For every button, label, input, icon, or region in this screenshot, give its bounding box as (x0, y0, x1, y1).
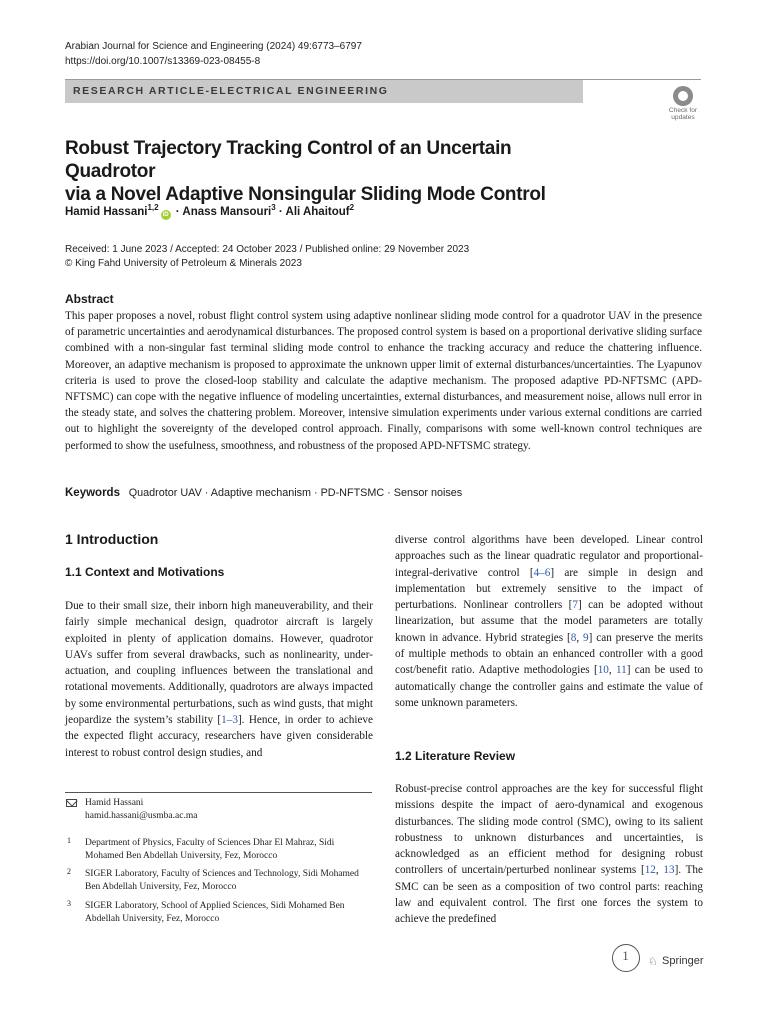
publication-dates (65, 243, 469, 270)
copyright-line: © King Fahd University of Petroleum & Minerals 2023 (65, 257, 302, 269)
citation-link[interactable]: 12 (644, 864, 656, 877)
author-name[interactable]: Anass Mansouri (182, 205, 272, 218)
citation-link[interactable]: 13 (663, 864, 675, 877)
category-label: RESEARCH ARTICLE-ELECTRICAL ENGINEERING (73, 85, 389, 97)
literature-paragraph: Robust-precise control approaches are the key for successful flight missions despite the impact of aero-dynamical and exogenous disturbances. The sliding mode control (SMC), owing to its salient robustness to unknown disturbances and uncertainties, is acknowledged as an efficient method for designing robust controllers of uncertain/perturbed nonlinear systems [12, 13]. The SMC can be seen as a composition of two control parts: reaching law and equivalent control. The first one forces the system to achieve the predefined (395, 783, 703, 926)
affiliation-number: 3 (67, 899, 71, 908)
affiliation-2: SIGER Laboratory, Faculty of Sciences and Technology, Sidi Mohamed Ben Abdellah University, Fez, Morocco (85, 869, 359, 892)
author-separator: · (278, 205, 283, 218)
affiliation-number: 1 (67, 836, 71, 845)
corresponding-author (85, 797, 197, 823)
category-banner (65, 79, 583, 103)
author-affiliation: 1,2 (147, 203, 159, 212)
citation-link[interactable]: 8 (570, 631, 577, 644)
title-line-1: Robust Trajectory Tracking Control of an Uncertain Quadrotor (65, 138, 512, 182)
springer-seal-icon (612, 944, 640, 972)
citation-link[interactable]: 9 (583, 631, 589, 644)
affiliation-number: 2 (67, 867, 71, 876)
citation-link[interactable]: 10 (597, 664, 609, 677)
keywords-list: Quadrotor UAV · Adaptive mechanism · PD-NFTSMC · Sensor noises (128, 487, 463, 499)
section-heading-introduction: 1 Introduction (65, 531, 159, 547)
abstract-heading: Abstract (65, 292, 114, 306)
author-name[interactable]: Ali Ahaitouf (285, 205, 350, 218)
author-affiliation: 2 (349, 203, 355, 212)
orcid-icon[interactable]: iD (162, 211, 169, 218)
keywords (65, 487, 462, 499)
paper-title (65, 137, 605, 206)
keywords-heading: Keywords (65, 487, 120, 499)
title-line-2: via a Novel Adaptive Nonsingular Sliding Mode Control (65, 184, 546, 205)
contact-email[interactable]: hamid.hassani@usmba.ac.ma (85, 811, 198, 821)
contact-name: Hamid Hassani (85, 798, 144, 808)
journal-header (65, 40, 362, 69)
header-rule (583, 79, 701, 80)
citation-link[interactable]: 1–3 (221, 714, 238, 727)
citation-link[interactable]: 7 (572, 599, 578, 612)
journal-citation: Arabian Journal for Science and Engineering (2024) 49:6773–6797 (65, 41, 362, 52)
publisher-name: Springer (662, 955, 704, 967)
doi-link[interactable]: https://doi.org/10.1007/s13369-023-08455-8 (65, 55, 261, 67)
footnote-rule (65, 792, 372, 793)
author-affiliation: 3 (271, 203, 276, 212)
citation-link[interactable]: 11 (615, 664, 627, 677)
envelope-icon (66, 799, 77, 807)
abstract-text: This paper proposes a novel, robust flight control system using adaptive nonlinear sliding mode control for a quadrotor UAV in the presence of parametric uncertainties and aerodynamical disturbances. The proposed control system is based on a proportional derivative sliding surface combined with a non-singular fast terminal sliding mode control to enhance the tracking accuracy and reduce the chattering influence. Moreover, an adaptive mechanism is proposed to approximate the unknown upper limit of external disturbances/uncertainties. The Lyapunov criteria is used to prove the closed-loop stability and calculate the adaptive mechanism. The proposed adaptive PD-NFTSMC (APD-NFTSMC) can cope with the negative influence of modeling uncertainties, external disturbances, and measurement noise, allows null error in the steady state, and solves the chattering problem. Moreover, intensive simulation experiments under various external conditions are carried out to highlight the sovereignty of the developed control approach. Finally, comparisons with some well-known control techniques are performed to show the usefulness, smoothness, and robustness of the proposed APD-NFTSMC strategy. (65, 310, 702, 452)
check-updates-line1: Check for (668, 107, 698, 114)
check-updates-line2: updates (671, 114, 695, 121)
intro-paragraph: Due to their small size, their inborn high maneuverability, and their fairly simple mechanical design, quadrotor aircraft is largely exploited in plenty of application domains. However, quadrotor UAVs suffer from several drawbacks, such as nonlinearity, under-actuation, and coupling influences between the translational and rotational movements. Additionally, quadrotors are always impacted by some environmental perturbations, such as wind gusts, that might jeopardize the system’s stability [1–3]. Hence, in order to achieve the expected flight accuracy, researchers have given considerable interest to robust control design studies, and (65, 600, 373, 759)
subsection-heading-literature: 1.2 Literature Review (395, 749, 516, 763)
springer-horse-icon: ♘ (648, 956, 658, 968)
date-history: Received: 1 June 2023 / Accepted: 24 October 2023 / Published online: 29 November 2023 (65, 244, 470, 255)
check-for-updates-badge[interactable] (664, 85, 702, 123)
author-list (65, 203, 354, 220)
check-updates-icon (673, 86, 693, 106)
affiliation-3: SIGER Laboratory, School of Applied Sciences, Sidi Mohamed Ben Abdellah University, Fez, Morocco (85, 901, 345, 924)
author-name[interactable]: Hamid Hassani (65, 205, 148, 218)
author-separator: · (175, 205, 180, 218)
citation-link[interactable]: 4–6 (533, 566, 551, 579)
affiliation-1: Department of Physics, Faculty of Sciences Dhar El Mahraz, Sidi Mohamed Ben Abdellah University, Fez, Morocco (85, 838, 335, 861)
intro-paragraph-continued: diverse control algorithms have been developed. Linear control approaches such as the linear quadratic regulator and proportional-integral-derivative control [4–6] are simple in design and implementation but extremely sensitive to the impact of perturbations. Nonlinear controllers [7] can be adopted without linearization, but assume that the model parameters are totally known in advance. Hybrid strategies [8, 9] can preserve the merits of multiple methods to obtain an enhanced controller with a good cost/benefit ratio. Adaptive methodologies [10, 11] can be used to automatically change the controller gains and estimate the value of some unknown parameters. (395, 534, 703, 709)
springer-logo (612, 944, 702, 976)
subsection-heading-context: 1.1 Context and Motivations (65, 565, 225, 579)
